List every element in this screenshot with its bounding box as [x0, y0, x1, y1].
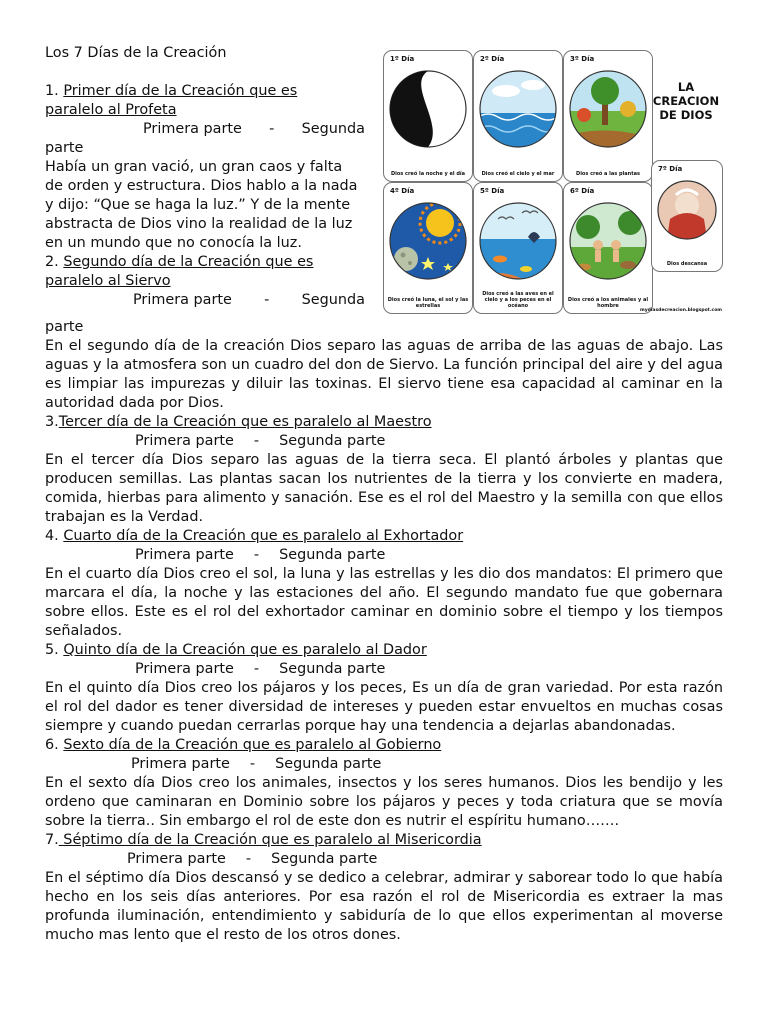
day-5-card: 5º Día Dios creó a las aves en el cielo y a los peces en el océano — [473, 182, 563, 314]
body-text — [45, 318, 723, 945]
creation-days-illustration — [379, 48, 724, 316]
section-4-heading: 4. Cuarto día de la Creación que es paralelo al Exhortador — [45, 528, 464, 544]
section-2-parts-cont: parte — [45, 319, 84, 335]
section-7-parts: Primera parte - Segunda parte — [127, 851, 378, 867]
rest-image — [656, 175, 718, 245]
section-1-body-line: abstracta de Dios vino la realidad de la luz — [45, 216, 353, 232]
section-6-heading: 6. Sexto día de la Creación que es paralelo al Gobierno — [45, 737, 442, 753]
document-page — [45, 44, 723, 945]
section-7-body: En el séptimo día Dios descansó y se dedico a celebrar, admirar y saborear todo lo que había hecho en los seis días anteriores. Por esa razón el rol de Misericordia es extraer la mas profunda iluminación, entendimiento y sabiduría de lo que ellos experimentan al moverse mucho mas lento que el resto de los otros dones. — [45, 870, 723, 943]
section-3-heading: 3.Tercer día de la Creación que es paralelo al Maestro — [45, 414, 432, 430]
animals-man-image — [568, 197, 648, 285]
section-2-heading-cont: paralelo al Siervo — [45, 273, 171, 289]
day-7-card: 7º Día Dios descansa — [651, 160, 723, 272]
day-6-card: 6º Día Dios creó a los animales y al hombre — [563, 182, 653, 314]
section-5-parts: Primera parte - Segunda parte — [135, 661, 386, 677]
section-1-heading: 1. Primer día de la Creación que es — [45, 83, 298, 99]
section-1-body-line: en un mundo que no conocía la luz. — [45, 235, 302, 251]
night-day-image — [388, 65, 468, 153]
section-7-heading: 7. Séptimo día de la Creación que es paralelo al Misericordia — [45, 832, 482, 848]
left-column — [45, 44, 365, 310]
top-block — [45, 44, 723, 318]
section-1-heading-cont: paralelo al Profeta — [45, 102, 177, 118]
day-4-card: 4º Día Dios creó la luna, el sol y las estrellas — [383, 182, 473, 314]
sun-moon-stars-image — [388, 197, 468, 285]
section-2-body: En el segundo día de la creación Dios separo las aguas de arriba de las aguas de abajo. Las aguas y la atmosfera son un cuadro del don de Siervo. La función principal del aire y del agua es limpiar las impurezas y diluir las toxinas. El siervo tiene esa capacidad al caminar en la autoridad dada por Dios. — [45, 338, 723, 411]
section-4-body: En el cuarto día Dios creo el sol, la luna y las estrellas y les dio dos mandatos: El primero que marcara el día, la noche y las estaciones del año. El segundo mandato fue que gobernara sobre ellos. Este es el rol del exhortador caminar en dominio sobre el tiempo y los tiempos señalados. — [45, 566, 723, 639]
birds-fish-image — [478, 197, 558, 285]
section-6-parts: Primera parte - Segunda parte — [131, 756, 382, 772]
sky-sea-image — [478, 65, 558, 153]
section-2-heading: 2. Segundo día de la Creación que es — [45, 254, 314, 270]
section-1-body-line: Había un gran vació, un gran caos y falta — [45, 159, 343, 175]
section-1-parts-cont: parte — [45, 140, 84, 156]
section-4-parts: Primera parte - Segunda parte — [135, 547, 386, 563]
section-5-body: En el quinto día Dios creo los pájaros y los peces, Es un día de gran variedad. Por esta razón el rol del dador es tener diversidad de intereses y pueden estar envueltos en muchas cosas siempre y cuando puedan cerrarlas porque hay una tendencia a dejarlas abandonadas. — [45, 680, 723, 734]
section-6-body: En el sexto día Dios creo los animales, insectos y los seres humanos. Dios les bendijo y les ordeno que caminaran en Dominio sobre los pájaros y peces y toda criatura que se movía sobre la tierra.. Sin embargo el rol de este don es nutrir el espíritu humano……. — [45, 775, 723, 829]
illustration-title: LA CREACION DE DIOS — [652, 80, 720, 122]
blog-credit: mydiasdecreacion.blogspot.com — [640, 308, 722, 313]
day-2-card: 2º Día Dios creó el cielo y el mar — [473, 50, 563, 182]
section-3-body: En el tercer día Dios separo las aguas de la tierra seca. El plantó árboles y plantas que producen semillas. Las plantas sacan los nutrientes de la tierra y los convierte en madera, comida, hierbas para alimento y sanación. Ese es el rol del Maestro y la semilla con que ellos trabajan es la Verdad. — [45, 452, 723, 525]
document-title: Los 7 Días de la Creación — [45, 45, 227, 61]
section-1-body-line: y dijo: “Que se haga la luz.” Y de la mente — [45, 197, 351, 213]
section-3-parts: Primera parte - Segunda parte — [135, 433, 386, 449]
section-5-heading: 5. Quinto día de la Creación que es paralelo al Dador — [45, 642, 427, 658]
section-1-parts: Primera parte - Segunda — [143, 121, 365, 137]
plants-image — [568, 65, 648, 153]
day-1-card: 1º Día Dios creó la noche y el día — [383, 50, 473, 182]
section-1-body-line: de orden y estructura. Dios hablo a la nada — [45, 178, 358, 194]
day-3-card: 3º Día Dios creó a las plantas — [563, 50, 653, 182]
section-2-parts: Primera parte - Segunda — [133, 292, 365, 308]
